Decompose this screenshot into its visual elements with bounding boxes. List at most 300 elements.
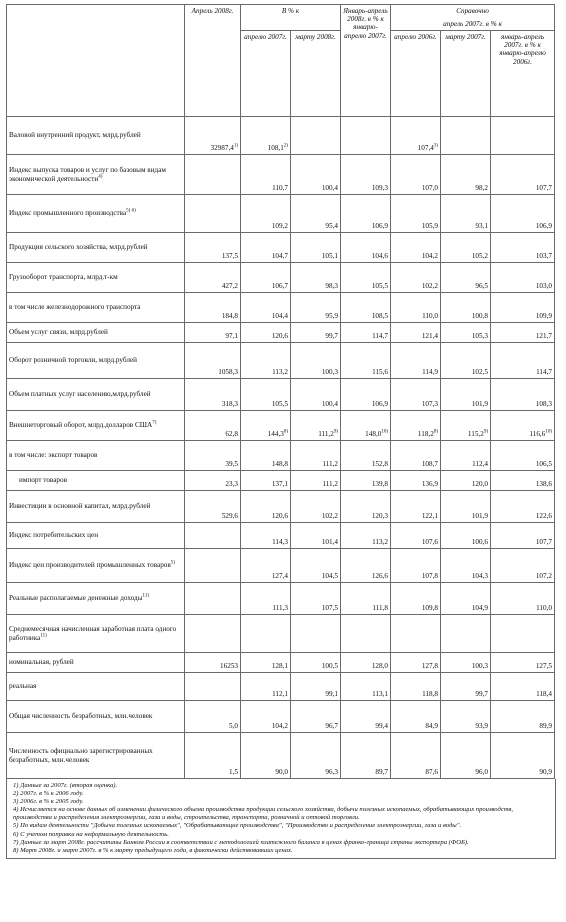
value-text: 96,7	[325, 721, 338, 730]
value-text: 39,5	[225, 459, 238, 468]
value-text: 121,7	[535, 331, 552, 340]
value-footnote: 9)	[333, 429, 338, 435]
value-cell	[441, 117, 491, 155]
value-text: 108,1	[267, 143, 284, 152]
value-cell	[185, 411, 241, 441]
table-row	[7, 523, 555, 549]
value-text: 105,2	[471, 251, 488, 260]
value-cell	[491, 263, 555, 293]
value-cell	[391, 379, 441, 411]
value-cell	[491, 323, 555, 343]
value-cell	[241, 379, 291, 411]
value-text: 120,6	[271, 331, 288, 340]
value-cell	[341, 117, 391, 155]
value-text: 5,0	[229, 721, 238, 730]
table-row	[7, 263, 555, 293]
value-text: 107,5	[321, 603, 338, 612]
value-text: 98,3	[325, 281, 338, 290]
value-cell	[491, 117, 555, 155]
value-cell	[441, 155, 491, 195]
value-cell	[491, 411, 555, 441]
value-cell	[241, 549, 291, 583]
value-cell	[341, 293, 391, 323]
value-cell	[291, 615, 341, 653]
value-cell	[291, 263, 341, 293]
value-cell	[491, 491, 555, 523]
value-cell	[185, 471, 241, 491]
value-text: 107,0	[421, 183, 438, 192]
value-text: 115,2	[467, 429, 484, 438]
value-cell	[391, 343, 441, 379]
value-text: 127,8	[421, 661, 438, 670]
value-cell	[341, 233, 391, 263]
value-cell	[441, 441, 491, 471]
value-cell	[391, 733, 441, 779]
footnote-line: 2) 2007г. в % к 2006 году.	[13, 790, 84, 798]
value-text: 106,9	[535, 221, 552, 230]
table-row	[7, 441, 555, 471]
value-text: 113,2	[372, 537, 388, 546]
value-text: 107,2	[535, 571, 552, 580]
value-cell	[241, 701, 291, 733]
value-cell	[241, 343, 291, 379]
table-row	[7, 379, 555, 411]
value-text: 144,3	[267, 429, 284, 438]
header-blank	[7, 5, 185, 117]
value-footnote: 10)	[545, 429, 552, 435]
header-pct-group: В % к	[241, 5, 341, 31]
value-text: 107,7	[535, 537, 552, 546]
value-cell	[241, 673, 291, 701]
row-label	[7, 441, 185, 471]
footnote-line: 3) 2006г. в % к 2005 году.	[13, 798, 84, 806]
value-cell	[291, 117, 341, 155]
value-cell	[185, 233, 241, 263]
row-label-footnote: 4)	[98, 174, 103, 180]
value-cell	[441, 491, 491, 523]
value-cell	[391, 491, 441, 523]
value-cell	[441, 701, 491, 733]
row-label	[7, 195, 185, 233]
value-text: 121,4	[421, 331, 438, 340]
value-text: 105,5	[271, 399, 288, 408]
value-cell	[391, 263, 441, 293]
value-text: 138,6	[535, 479, 552, 488]
value-cell	[341, 701, 391, 733]
value-cell	[241, 155, 291, 195]
value-text: 93,9	[475, 721, 488, 730]
value-text: 98,2	[475, 183, 488, 192]
value-text: 100,3	[471, 661, 488, 670]
value-text: 96,3	[325, 767, 338, 776]
value-footnote: 9)	[483, 429, 488, 435]
value-cell	[185, 155, 241, 195]
row-label-text: Общая численность безработных, млн.человек	[9, 712, 153, 721]
value-cell	[341, 583, 391, 615]
value-text: 136,9	[421, 479, 438, 488]
value-cell	[185, 195, 241, 233]
row-label	[7, 491, 185, 523]
value-cell	[391, 523, 441, 549]
table-row	[7, 411, 555, 441]
header-ref-janapr: январь-апрель 2007г. в % к январю-апрелю 2006г.	[491, 31, 555, 117]
value-footnote: 10)	[381, 429, 388, 435]
row-label-text: Оборот розничной торговли, млрд.рублей	[9, 356, 137, 365]
value-cell	[391, 701, 441, 733]
row-label-text: Индекс потребительских цен	[9, 531, 99, 540]
footnote-line: 1) Данные за 2007г. (вторая оценка).	[13, 782, 118, 789]
header-ref-title: Справочно	[456, 7, 489, 15]
table-row	[7, 195, 555, 233]
value-cell	[441, 233, 491, 263]
value-text: 16253	[220, 661, 238, 670]
row-label-footnote: 7)	[152, 421, 157, 426]
value-text: 105,3	[471, 331, 488, 340]
value-footnote: 3)	[433, 143, 438, 149]
value-cell	[491, 441, 555, 471]
row-label-text: Реальные располагаемые денежные доходы	[9, 594, 143, 603]
value-cell	[185, 293, 241, 323]
value-cell	[341, 491, 391, 523]
value-text: 100,8	[471, 311, 488, 320]
value-footnote: 2)	[283, 143, 288, 149]
row-label-footnote: 11)	[142, 594, 150, 599]
value-cell	[291, 653, 341, 673]
value-cell	[241, 323, 291, 343]
value-text: 62,8	[225, 429, 238, 438]
value-cell	[241, 491, 291, 523]
row-label-text: реальная	[9, 682, 37, 691]
value-text: 100,6	[471, 537, 488, 546]
value-cell	[441, 195, 491, 233]
header-ref-sub: апрель 2007г. в % к	[443, 20, 502, 29]
value-text: 110,0	[422, 311, 438, 320]
value-text: 137,1	[271, 479, 288, 488]
value-text: 96,0	[475, 767, 488, 776]
value-cell	[185, 491, 241, 523]
row-label	[7, 653, 185, 673]
table-row	[7, 615, 555, 653]
value-cell	[391, 615, 441, 653]
value-cell	[341, 653, 391, 673]
value-cell	[291, 233, 341, 263]
row-label-footnote: 5)	[170, 561, 175, 566]
row-label-text: Объем платных услуг населению,млрд.рублей	[9, 390, 151, 399]
table-row	[7, 233, 555, 263]
value-text: 32987,4	[210, 143, 234, 152]
value-cell	[291, 323, 341, 343]
value-cell	[391, 653, 441, 673]
table-row	[7, 653, 555, 673]
value-text: 108,5	[371, 311, 388, 320]
value-text: 96,5	[475, 281, 488, 290]
value-cell	[291, 673, 341, 701]
value-text: 87,6	[425, 767, 438, 776]
table-row	[7, 323, 555, 343]
row-label	[7, 379, 185, 411]
value-cell	[341, 195, 391, 233]
value-text: 1,5	[229, 767, 238, 776]
value-text: 105,9	[421, 221, 438, 230]
value-cell	[491, 583, 555, 615]
value-cell	[241, 411, 291, 441]
footnote-line: 5) По видам деятельности "Добыча полезных ископаемых", "Обрабатывающие производства", "Производство и распределение электроэнергии, газа и воды".	[13, 822, 462, 830]
value-text: 109,9	[535, 311, 552, 320]
value-text: 93,1	[475, 221, 488, 230]
value-text: 122,6	[535, 511, 552, 520]
value-cell	[291, 195, 341, 233]
header-ref-mar2007: марту 2007г.	[441, 31, 491, 117]
value-text: 105,5	[371, 281, 388, 290]
value-text: 95,4	[325, 221, 338, 230]
value-cell	[241, 653, 291, 673]
value-cell	[341, 549, 391, 583]
value-cell	[185, 343, 241, 379]
value-cell	[341, 343, 391, 379]
value-cell	[185, 117, 241, 155]
value-text: 318,3	[221, 399, 238, 408]
value-text: 111,3	[272, 603, 288, 612]
value-text: 1058,3	[218, 367, 238, 376]
table-row	[7, 673, 555, 701]
row-label-text: Индекс цен производителей промышленных товаров	[9, 561, 171, 570]
value-cell	[391, 549, 441, 583]
header-apr2008: Апрель 2008г.	[185, 5, 241, 117]
value-cell	[441, 379, 491, 411]
row-label	[7, 343, 185, 379]
row-label	[7, 701, 185, 733]
value-cell	[241, 441, 291, 471]
value-text: 115,6	[372, 367, 388, 376]
footnote-line: 6) С учетом поправки на неформальную деятельность.	[13, 830, 169, 838]
value-cell	[341, 615, 391, 653]
statistics-report	[6, 4, 554, 859]
value-text: 120,0	[471, 479, 488, 488]
value-text: 101,4	[321, 537, 338, 546]
row-label	[7, 155, 185, 195]
row-label-text: в том числе: экспорт товаров	[9, 451, 98, 460]
value-cell	[391, 441, 441, 471]
value-cell	[441, 523, 491, 549]
value-text: 99,7	[325, 331, 338, 340]
value-text: 90,9	[539, 767, 552, 776]
value-text: 97,1	[225, 331, 238, 340]
row-label	[7, 583, 185, 615]
value-text: 128,1	[271, 661, 288, 670]
value-cell	[441, 549, 491, 583]
value-text: 113,2	[272, 367, 288, 376]
value-cell	[441, 293, 491, 323]
value-cell	[185, 701, 241, 733]
value-text: 107,6	[421, 537, 438, 546]
value-text: 107,8	[421, 571, 438, 580]
value-cell	[291, 379, 341, 411]
value-text: 100,4	[321, 399, 338, 408]
value-cell	[185, 733, 241, 779]
value-cell	[491, 195, 555, 233]
value-text: 114,9	[422, 367, 438, 376]
table-row	[7, 293, 555, 323]
value-cell	[491, 653, 555, 673]
value-text: 102,5	[471, 367, 488, 376]
header-janapr: Январь-апрель 2008г. в % к январю-апрелю 2007г.	[341, 5, 391, 117]
value-text: 111,2	[322, 459, 338, 468]
value-cell	[491, 471, 555, 491]
value-text: 102,2	[321, 511, 338, 520]
value-text: 104,3	[471, 571, 488, 580]
value-cell	[441, 733, 491, 779]
value-cell	[291, 293, 341, 323]
value-text: 104,7	[271, 251, 288, 260]
value-text: 111,8	[372, 603, 388, 612]
value-cell	[241, 471, 291, 491]
value-text: 107,7	[535, 183, 552, 192]
value-cell	[491, 701, 555, 733]
value-cell	[491, 733, 555, 779]
value-text: 100,4	[321, 183, 338, 192]
value-text: 126,6	[371, 571, 388, 580]
value-cell	[441, 411, 491, 441]
value-text: 89,7	[375, 767, 388, 776]
value-text: 110,7	[272, 183, 288, 192]
header-ref-group	[391, 5, 555, 31]
value-text: 108,3	[535, 399, 552, 408]
value-text: 529,6	[221, 511, 238, 520]
row-label	[7, 117, 185, 155]
row-label	[7, 263, 185, 293]
value-text: 100,3	[321, 367, 338, 376]
value-cell	[441, 471, 491, 491]
value-cell	[391, 155, 441, 195]
value-text: 118,4	[536, 689, 552, 698]
value-cell	[441, 615, 491, 653]
value-cell	[341, 471, 391, 491]
value-cell	[291, 343, 341, 379]
row-label	[7, 233, 185, 263]
value-text: 101,9	[471, 399, 488, 408]
value-text: 137,5	[221, 251, 238, 260]
value-cell	[291, 733, 341, 779]
value-text: 120,6	[271, 511, 288, 520]
value-cell	[291, 491, 341, 523]
value-text: 148,8	[271, 459, 288, 468]
indicators-table	[6, 4, 555, 779]
value-text: 102,2	[421, 281, 438, 290]
value-cell	[391, 411, 441, 441]
row-label-text: Объем услуг связи, млрд.рублей	[9, 328, 108, 337]
value-cell	[241, 615, 291, 653]
value-text: 107,3	[421, 399, 438, 408]
value-text: 114,3	[272, 537, 288, 546]
row-label-text: Среднемесячная начисленная заработная плата одного работника	[9, 625, 177, 642]
row-label-text: Индекс промышленного производства	[9, 209, 127, 218]
value-cell	[391, 471, 441, 491]
value-cell	[185, 583, 241, 615]
value-cell	[241, 117, 291, 155]
value-text: 118,8	[422, 689, 438, 698]
value-cell	[441, 343, 491, 379]
value-cell	[241, 733, 291, 779]
value-cell	[341, 411, 391, 441]
value-cell	[341, 263, 391, 293]
row-label-text: импорт товаров	[19, 476, 67, 485]
table-row	[7, 343, 555, 379]
value-cell	[185, 379, 241, 411]
value-cell	[341, 441, 391, 471]
value-text: 89,9	[539, 721, 552, 730]
value-cell	[491, 615, 555, 653]
value-text: 105,1	[321, 251, 338, 260]
table-header	[7, 5, 555, 117]
value-text: 106,9	[371, 221, 388, 230]
value-text: 90,0	[275, 767, 288, 776]
value-text: 427,2	[221, 281, 238, 290]
value-footnote: 8)	[283, 429, 288, 435]
table-row	[7, 701, 555, 733]
row-label	[7, 523, 185, 549]
row-label-footnote: 11)	[40, 633, 47, 639]
header-pct-mar2008: марту 2008г.	[291, 31, 341, 117]
value-text: 118,2	[417, 429, 434, 438]
value-text: 104,2	[271, 721, 288, 730]
value-cell	[291, 701, 341, 733]
value-cell	[341, 323, 391, 343]
value-cell	[391, 293, 441, 323]
value-cell	[391, 323, 441, 343]
value-text: 109,2	[271, 221, 288, 230]
value-text: 128,0	[371, 661, 388, 670]
value-text: 109,8	[421, 603, 438, 612]
value-cell	[241, 293, 291, 323]
value-text: 106,5	[535, 459, 552, 468]
value-text: 111,2	[318, 429, 334, 438]
value-cell	[491, 379, 555, 411]
value-text: 106,9	[371, 399, 388, 408]
row-label-text: Численность официально зарегистрированных безработных, млн.человек	[9, 747, 153, 764]
value-text: 111,2	[322, 479, 338, 488]
value-cell	[291, 155, 341, 195]
row-label	[7, 733, 185, 779]
value-text: 99,4	[375, 721, 388, 730]
header-ref-apr2006: апрелю 2006г.	[391, 31, 441, 117]
table-row	[7, 471, 555, 491]
value-text: 114,7	[536, 367, 552, 376]
value-text: 127,5	[535, 661, 552, 670]
value-cell	[291, 583, 341, 615]
value-cell	[241, 263, 291, 293]
value-text: 108,7	[421, 459, 438, 468]
value-cell	[491, 549, 555, 583]
value-cell	[491, 673, 555, 701]
table-body	[7, 117, 555, 779]
row-label	[7, 411, 185, 441]
row-label	[7, 615, 185, 653]
value-cell	[185, 263, 241, 293]
row-label-text: Внешнеторговый оборот, млрд.долларов США	[9, 421, 153, 430]
table-row	[7, 117, 555, 155]
value-text: 99,1	[325, 689, 338, 698]
table-row	[7, 549, 555, 583]
value-cell	[391, 233, 441, 263]
value-text: 103,7	[535, 251, 552, 260]
row-label-text: Индекс выпуска товаров и услуг по базовым видам экономической деятельности	[9, 166, 166, 183]
value-cell	[185, 673, 241, 701]
row-label-text: Грузооборот транспорта, млрд.т-км	[9, 273, 118, 282]
value-cell	[441, 673, 491, 701]
value-cell	[491, 155, 555, 195]
value-text: 113,1	[372, 689, 388, 698]
table-row	[7, 491, 555, 523]
